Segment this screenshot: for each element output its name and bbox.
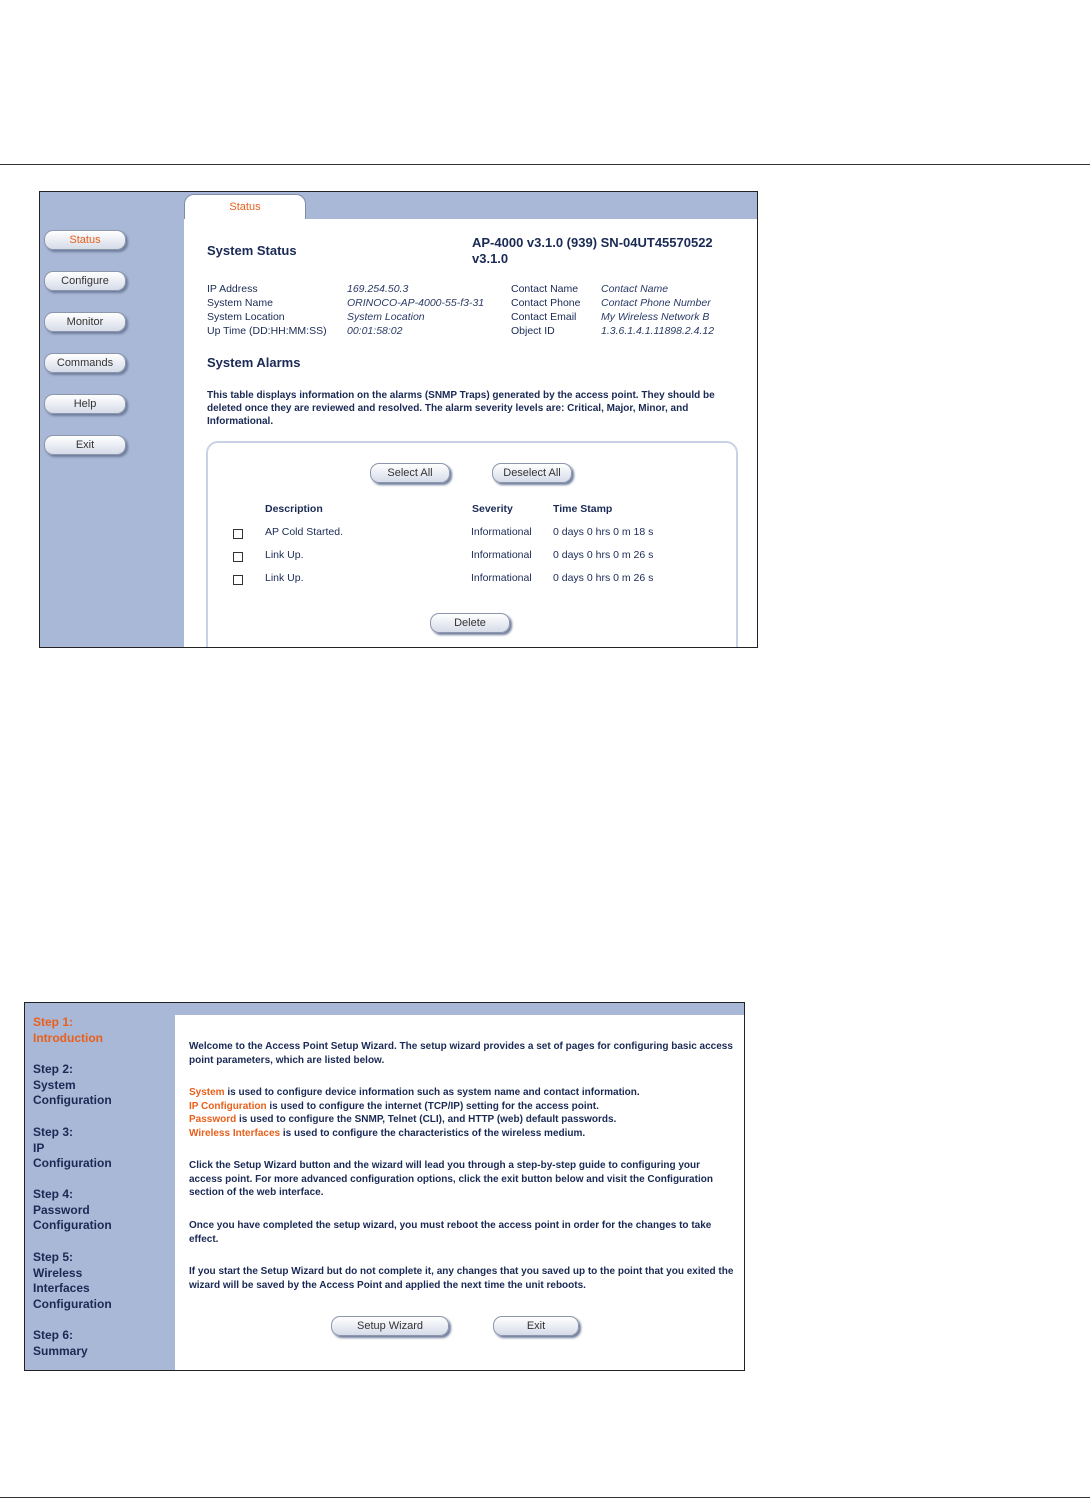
step-label: Configuration <box>33 1218 112 1232</box>
uptime-value: 00:01:58:02 <box>347 325 403 337</box>
item-text: is used to configure device information such as system name and contact information. <box>224 1087 640 1098</box>
system-location-value: System Location <box>347 311 425 323</box>
nav-configure-button[interactable]: Configure <box>44 271 126 291</box>
step-label: Wireless <box>33 1265 83 1280</box>
nav-sidebar <box>40 192 184 648</box>
system-name-value: ORINOCO-AP-4000-55-f3-31 <box>347 297 485 309</box>
delete-button[interactable]: Delete <box>430 613 510 633</box>
contact-phone-value: Contact Phone Number <box>601 297 711 309</box>
step-label: System <box>33 1077 76 1092</box>
wizard-step-4[interactable] <box>33 1187 112 1234</box>
step-number: Step 1: <box>33 1015 74 1029</box>
alarms-heading: System Alarms <box>207 355 301 370</box>
wizard-top-bar <box>175 1003 745 1015</box>
contact-name-value: Contact Name <box>601 283 669 295</box>
item-term[interactable]: Wireless Interfaces <box>189 1127 281 1139</box>
step-label: Password <box>33 1202 90 1217</box>
version-line-1: AP-4000 v3.1.0 (939) SN-04UT45570522 <box>472 235 713 250</box>
exit-button[interactable]: Exit <box>493 1316 579 1336</box>
object-id-value: 1.3.6.1.4.1.11898.2.4.12 <box>601 325 715 337</box>
item-text: is used to configure the characteristics of the wireless medium. <box>280 1127 586 1139</box>
contact-phone-label: Contact Phone <box>511 297 581 309</box>
item-term[interactable]: Password <box>189 1114 237 1125</box>
page-title: System Status <box>207 243 297 258</box>
click-instructions-paragraph: Click the Setup Wizard button and the wizard will lead you through a step-by-step guide to configuring your access point. For more advanced configuration options, click the exit button below and visit the Configuration section of the web interface. <box>189 1160 713 1198</box>
wizard-step-2[interactable] <box>33 1062 112 1109</box>
nav-status-button[interactable]: Status <box>44 230 126 250</box>
contact-email-label: Contact Email <box>511 311 577 323</box>
step-label: IP <box>33 1140 45 1155</box>
contact-name-label: Contact Name <box>511 283 579 295</box>
step-label: Configuration <box>33 1156 112 1170</box>
alarm-checkbox[interactable] <box>233 552 243 562</box>
step-label: Configuration <box>33 1093 112 1107</box>
alarm-description: AP Cold Started. <box>265 526 344 538</box>
wizard-items-list <box>189 1086 734 1140</box>
info-row <box>207 296 747 310</box>
item-text: is used to configure the SNMP, Telnet (CLI), and HTTP (web) default passwords. <box>236 1114 617 1125</box>
wizard-step-5[interactable] <box>33 1250 112 1312</box>
alarm-checkbox[interactable] <box>233 529 243 539</box>
wizard-step-3[interactable] <box>33 1125 112 1172</box>
alarm-description: Link Up. <box>265 549 304 561</box>
wizard-content-panel <box>175 1015 745 1371</box>
step-label: Configuration <box>33 1296 112 1311</box>
wizard-steps-sidebar <box>25 1003 175 1371</box>
version-line-2: v3.1.0 <box>472 251 509 266</box>
nav-monitor-button[interactable]: Monitor <box>44 312 126 332</box>
ip-address-label: IP Address <box>207 283 258 295</box>
alarm-severity: Informational <box>471 549 532 561</box>
wizard-step-6[interactable] <box>33 1328 88 1359</box>
alarm-severity: Informational <box>471 572 532 584</box>
item-text: is used to configure the internet (TCP/IP) setting for the access point. <box>266 1100 599 1112</box>
uptime-label: Up Time (DD:HH:MM:SS) <box>207 325 327 337</box>
list-item <box>189 1100 734 1114</box>
nav-commands-button[interactable]: Commands <box>44 353 126 373</box>
incomplete-wizard-paragraph: If you start the Setup Wizard but do not complete it, any changes that you saved up to the point that you exited the wizard will be saved by the Access Point and applied the next time the unit reboots. <box>189 1266 734 1291</box>
step-number: Step 2: <box>33 1062 74 1076</box>
alarms-description: This table displays information on the alarms (SNMP Traps) generated by the access point. They should be deleted once they are reviewed and resolved. The alarm severity levels are: Critical, Major, Minor, and Informational. <box>207 390 715 427</box>
column-header-description: Description <box>265 503 323 515</box>
step-label: Introduction <box>33 1030 103 1045</box>
wizard-step-1[interactable] <box>33 1015 103 1046</box>
system-status-screenshot <box>39 191 758 648</box>
reboot-paragraph: Once you have completed the setup wizard, you must reboot the access point in order for the changes to take effect. <box>189 1220 712 1245</box>
nav-exit-button[interactable]: Exit <box>44 435 126 455</box>
tab-status[interactable]: Status <box>184 194 306 221</box>
alarm-timestamp: 0 days 0 hrs 0 m 26 s <box>553 549 654 561</box>
alarm-severity: Informational <box>471 526 532 538</box>
nav-help-button[interactable]: Help <box>44 394 126 414</box>
step-number: Step 5: <box>33 1250 74 1264</box>
list-item <box>189 1113 734 1127</box>
alarms-table-box <box>206 441 738 648</box>
setup-wizard-button[interactable]: Setup Wizard <box>331 1316 449 1336</box>
ip-address-value: 169.254.50.3 <box>347 283 409 295</box>
list-item <box>189 1127 734 1141</box>
firmware-version <box>472 235 742 267</box>
info-row <box>207 310 747 324</box>
item-term[interactable]: IP Configuration <box>189 1100 267 1112</box>
item-term[interactable]: System <box>189 1087 225 1098</box>
step-label: Interfaces <box>33 1281 90 1295</box>
system-location-label: System Location <box>207 311 285 323</box>
page-bottom-rule <box>0 1497 1090 1498</box>
page-top-rule <box>0 164 1090 165</box>
step-number: Step 3: <box>33 1125 74 1139</box>
alarm-timestamp: 0 days 0 hrs 0 m 26 s <box>553 572 654 584</box>
system-name-label: System Name <box>207 297 273 309</box>
object-id-label: Object ID <box>511 325 555 337</box>
list-item <box>189 1086 734 1100</box>
alarm-description: Link Up. <box>265 572 304 584</box>
status-panel <box>184 219 758 648</box>
select-all-button[interactable]: Select All <box>370 463 450 483</box>
alarm-timestamp: 0 days 0 hrs 0 m 18 s <box>553 526 654 538</box>
step-number: Step 6: <box>33 1328 74 1342</box>
alarm-checkbox[interactable] <box>233 575 243 585</box>
intro-paragraph: Welcome to the Access Point Setup Wizard. The setup wizard provides a set of pages for configuring basic access point parameters, which are listed below. <box>189 1041 733 1066</box>
info-row <box>207 324 747 338</box>
column-header-severity: Severity <box>472 503 513 515</box>
info-row <box>207 282 747 296</box>
step-label: Summary <box>33 1343 88 1358</box>
system-info-grid <box>207 282 747 338</box>
column-header-timestamp: Time Stamp <box>553 503 613 515</box>
contact-email-value: My Wireless Network B <box>601 311 710 323</box>
step-number: Step 4: <box>33 1187 74 1201</box>
deselect-all-button[interactable]: Deselect All <box>492 463 572 483</box>
setup-wizard-screenshot <box>24 1002 745 1371</box>
